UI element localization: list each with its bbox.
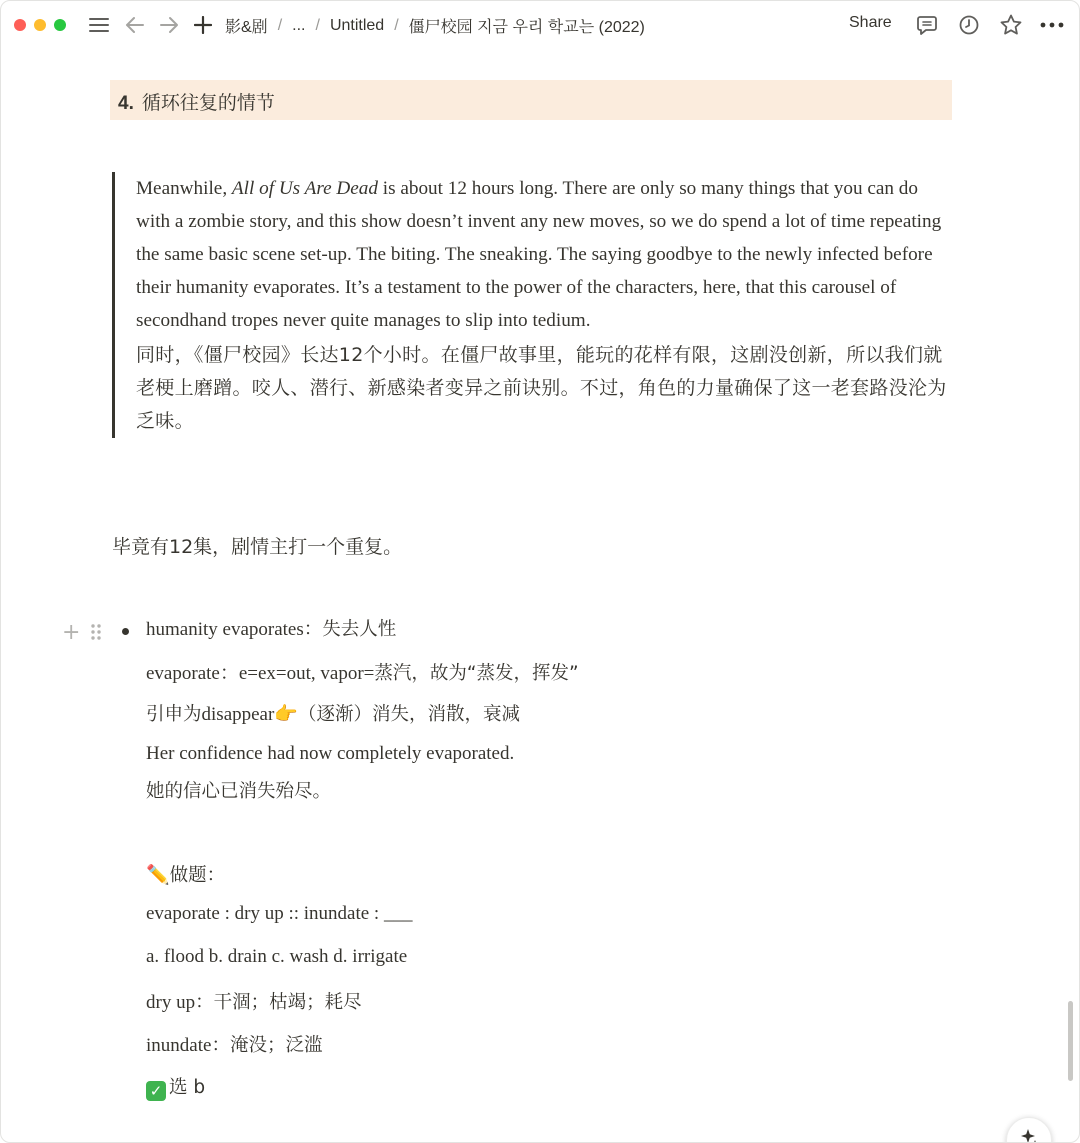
etymology-chinese: 蒸汽，故为“蒸发，挥发” <box>374 663 579 684</box>
exercise-answer <box>146 1073 205 1101</box>
arrow-left-icon[interactable] <box>123 13 147 37</box>
vocab-term <box>146 615 396 641</box>
section-heading-number: 4. <box>118 93 134 114</box>
breadcrumb <box>225 14 645 37</box>
extended-chinese-prefix: 引申为 <box>146 704 202 725</box>
breadcrumb-separator: / <box>394 16 399 34</box>
quote-show-title: All of Us Are Dead <box>231 178 378 199</box>
drag-handle-icon[interactable] <box>90 622 102 646</box>
answer-text: 选 b <box>169 1077 206 1098</box>
sparkle-icon <box>1018 1127 1040 1143</box>
quote-block[interactable] <box>112 172 956 438</box>
vocab-term-english: humanity evaporates <box>146 619 304 640</box>
extended-english: disappear <box>201 704 275 725</box>
breadcrumb-separator: / <box>277 16 283 34</box>
page-content <box>1 49 1079 1142</box>
example-chinese: 她的信心已消失殆尽。 <box>146 781 332 802</box>
breadcrumb-item-ellipsis[interactable]: ... <box>292 16 306 34</box>
vertical-scrollbar[interactable] <box>1068 1001 1073 1081</box>
dry-up-english: dry up <box>146 992 196 1013</box>
section-heading[interactable] <box>110 80 952 120</box>
inundate-chinese: ：淹没；泛滥 <box>211 1035 323 1056</box>
breadcrumb-item-workspace[interactable]: 影&剧 <box>225 19 268 36</box>
section-heading-title: 循环往复的情节 <box>141 93 275 114</box>
comment-icon[interactable] <box>915 13 939 37</box>
dry-up-definition <box>146 988 362 1014</box>
pencil-icon: ✏️ <box>146 864 170 886</box>
quote-english-start: Meanwhile, <box>136 178 232 199</box>
section-heading-text <box>118 88 275 115</box>
vocab-term-chinese: ：失去人性 <box>303 619 397 640</box>
arrow-right-icon[interactable] <box>157 13 181 37</box>
block-handles <box>62 622 102 646</box>
plus-icon[interactable] <box>192 13 214 37</box>
share-button[interactable]: Share <box>849 14 892 31</box>
exercise-options: a. flood b. drain c. wash d. irrigate <box>146 946 408 967</box>
more-icon[interactable] <box>1039 13 1065 37</box>
check-mark-icon: ✓ <box>146 1081 166 1101</box>
pointing-hand-icon: 👉 <box>274 703 298 725</box>
quote-english <box>136 172 956 337</box>
bullet-point <box>122 628 129 635</box>
menu-icon[interactable] <box>87 13 111 37</box>
close-window-button[interactable] <box>14 19 26 31</box>
add-block-icon[interactable]: + <box>62 620 81 645</box>
vocab-extended-meaning <box>146 700 520 726</box>
vocab-etymology <box>146 658 579 685</box>
quote-english-rest: is about 12 hours long. There are only so many things that you can do with a zombie story, and this show doesn’t invent any new moves, so we do spend a lot of time repeating the same basic scene set-up. The biting. The sneaking. The saying goodbye to the newly infected before their humanity evaporates. It’s a testament to the power of the characters, here, that this carousel of secondhand tropes never quite manages to slip into tedium. <box>136 178 942 331</box>
example-english: Her confidence had now completely evaporated. <box>146 743 515 764</box>
zoom-window-button[interactable] <box>54 19 66 31</box>
inundate-english: inundate <box>146 1035 212 1056</box>
breadcrumb-item-untitled[interactable]: Untitled <box>329 16 385 34</box>
exercise-heading <box>146 861 225 887</box>
star-icon[interactable] <box>999 13 1023 37</box>
extended-chinese: （逐渐）消失，消散，衰减 <box>298 704 521 725</box>
clock-icon[interactable] <box>957 13 981 37</box>
etymology-english: evaporate：e=ex=out, vapor= <box>146 663 375 684</box>
breadcrumb-separator: / <box>315 16 320 34</box>
inundate-definition <box>146 1031 322 1057</box>
breadcrumb-item-current-page[interactable]: 僵尸校园 지금 우리 학교는 (2022) <box>408 19 645 36</box>
summary-paragraph[interactable]: 毕竟有12集，剧情主打一个重复。 <box>112 536 403 558</box>
minimize-window-button[interactable] <box>34 19 46 31</box>
exercise-label: 做题： <box>169 865 226 886</box>
ai-assistant-button[interactable] <box>1006 1117 1052 1143</box>
quote-chinese: 同时，《僵尸校园》长达12个小时。在僵尸故事里，能玩的花样有限，这剧没创新，所以我们就老梗上磨蹭。咬人、潜行、新感染者变异之前诀别。不过，角色的力量确保了这一老套路没沦为乏味。 <box>136 344 947 432</box>
dry-up-chinese: ：干涸；枯竭；耗尽 <box>195 992 362 1013</box>
top-bar <box>1 1 1079 49</box>
exercise-question: evaporate : dry up :: inundate : ___ <box>146 903 413 924</box>
